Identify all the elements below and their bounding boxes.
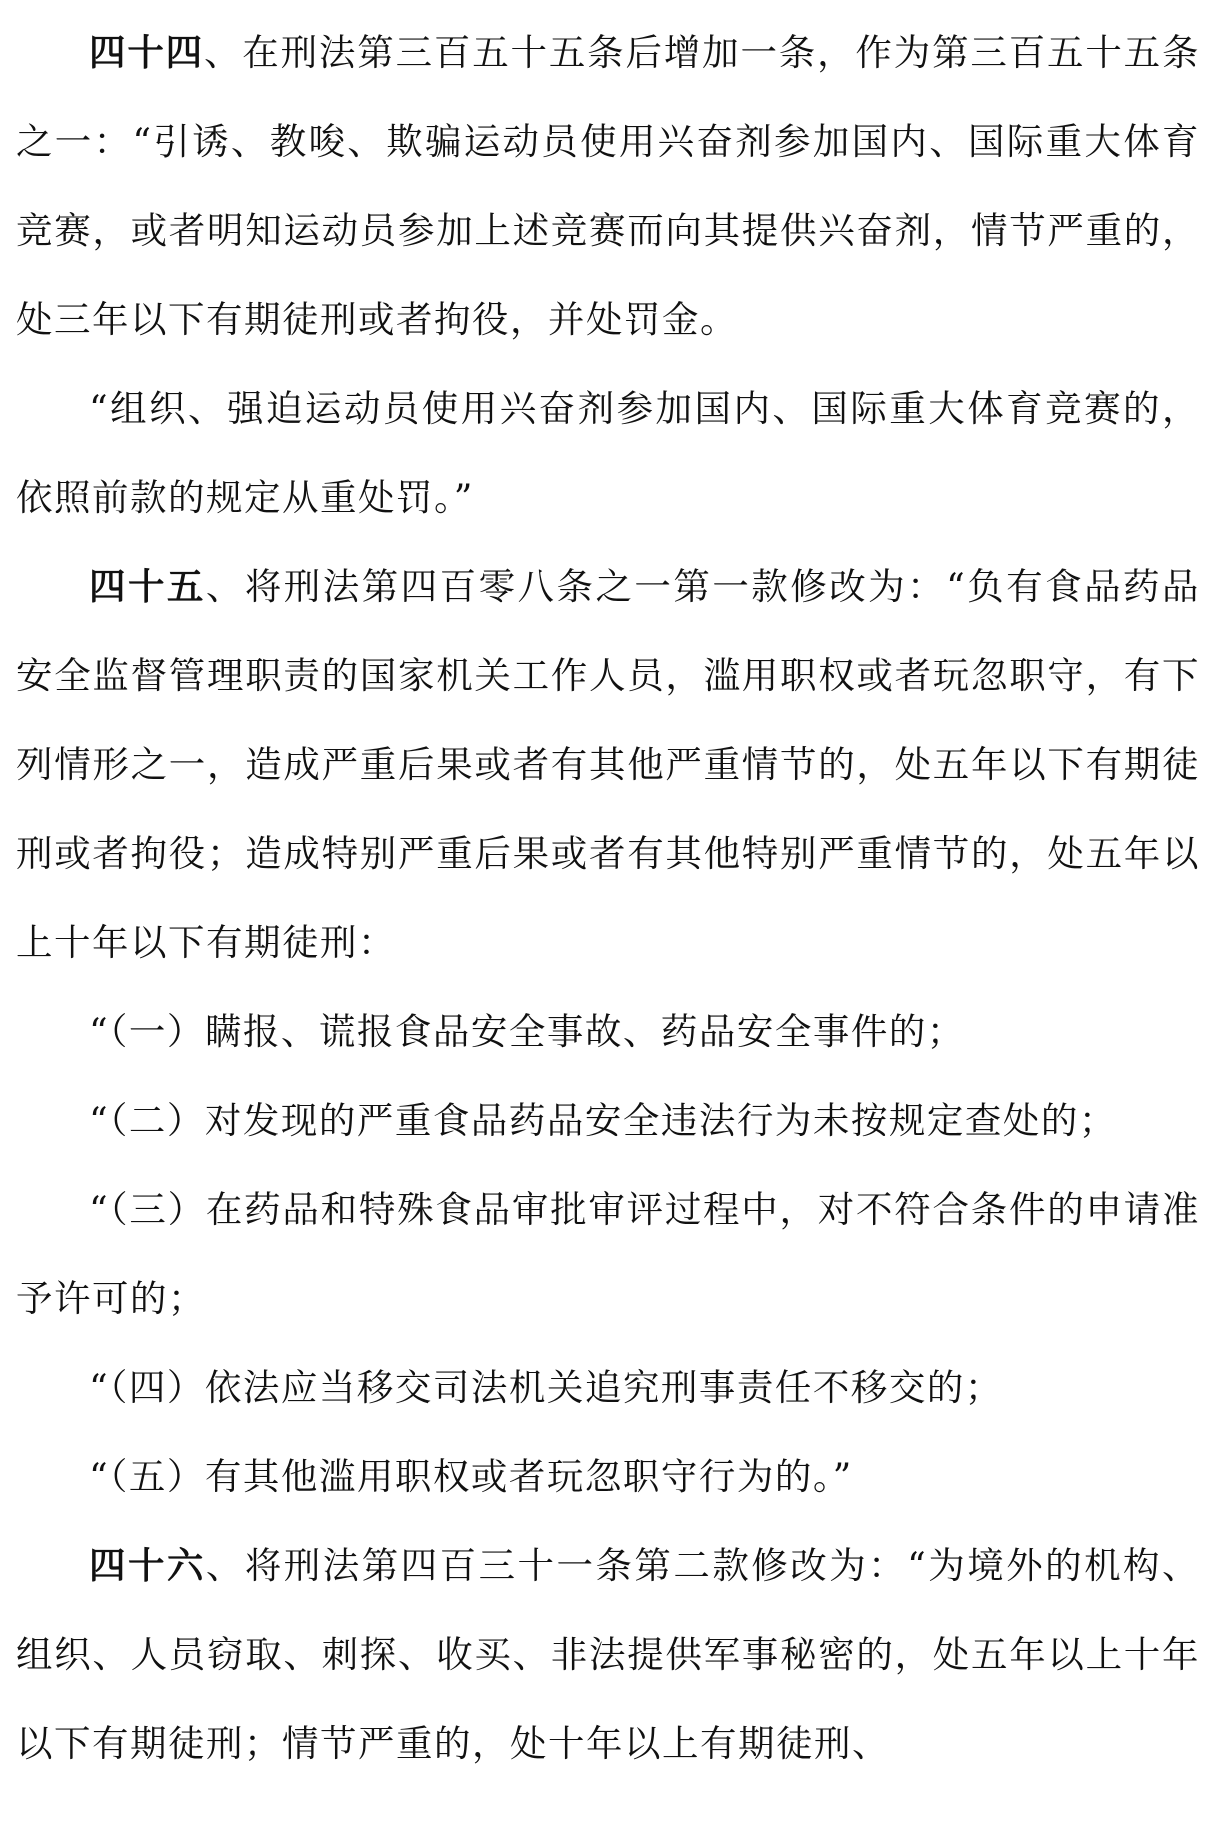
article-45-item-1: “（一）瞒报、谎报食品安全事故、药品安全事件的； [89, 1010, 965, 1053]
article-45-text: 、将刑法第四百零八条之一第一款修改为：“负有食品药品安全监督管理职责的国家机关工作人员，滥用职权或者玩忽职守，有下列情形之一，造成严重后果或者有其他严重情节的，处五年以下有期徒刑或者拘役；造成特别严重后果或者有其他特别严重情节的，处五年以上十年以下有期徒刑： [16, 565, 1200, 964]
article-45-item-4: “（四）依法应当移交司法机关追究刑事责任不移交的； [89, 1366, 1003, 1409]
article-46-text: 、将刑法第四百三十一条第二款修改为：“为境外的机构、组织、人员窃取、刺探、收买、非法提供军事秘密的，处五年以上十年以下有期徒刑；情节严重的，处十年以上有期徒刑、 [16, 1544, 1200, 1765]
article-45-item-3: “（三）在药品和特殊食品审批审评过程中，对不符合条件的申请准予许可的； [16, 1188, 1200, 1320]
article-44-clause-2: “组织、强迫运动员使用兴奋剂参加国内、国际重大体育竞赛的，依照前款的规定从重处罚。” [16, 387, 1200, 519]
document-page [16, 0, 1200, 1788]
article-45-item-5: “（五）有其他滥用职权或者玩忽职守行为的。” [89, 1455, 853, 1498]
article-45-item-2: “（二）对发现的严重食品药品安全违法行为未按规定查处的； [89, 1099, 1117, 1142]
article-46-heading: 四十六 [89, 1544, 206, 1587]
article-45-heading: 四十五 [89, 565, 206, 608]
article-44-paragraph [16, 8, 1200, 364]
article-46-paragraph [16, 1521, 1200, 1788]
article-44-text: 、在刑法第三百五十五条后增加一条，作为第三百五十五条之一：“引诱、教唆、欺骗运动员使用兴奋剂参加国内、国际重大体育竞赛，或者明知运动员参加上述竞赛而向其提供兴奋剂，情节严重的，处三年以下有期徒刑或者拘役，并处罚金。 [16, 31, 1201, 341]
article-44-heading: 四十四 [89, 31, 204, 74]
article-45-paragraph [16, 542, 1200, 987]
